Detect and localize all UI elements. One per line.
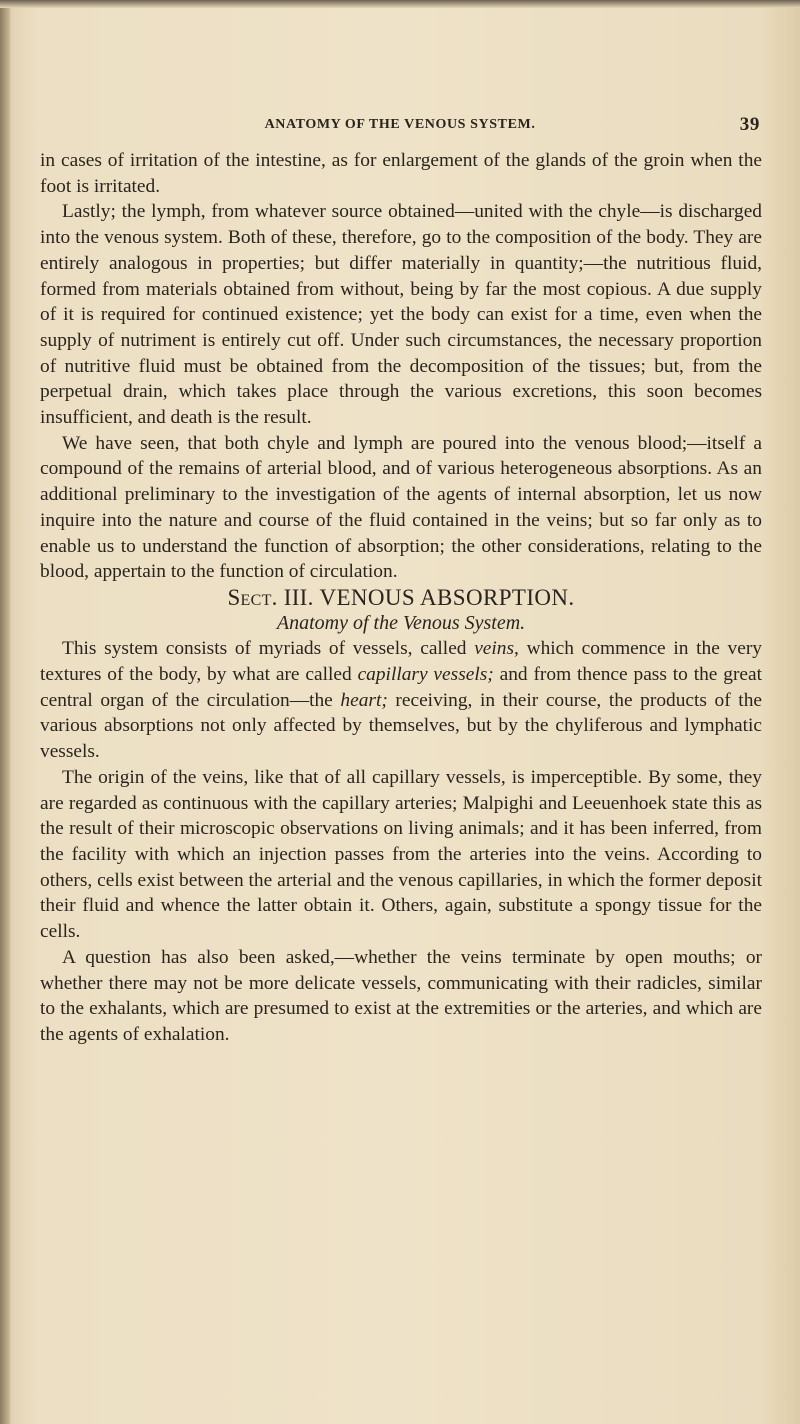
p4-text-c: and from thence pass to the great central organ of the circulation—the bbox=[40, 664, 763, 711]
page-number: 39 bbox=[739, 114, 760, 135]
paragraph-2: Lastly; the lymph, from whatever source obtained—united with the chyle—is discharged into the venous system. Both of these, therefore, go to the composition of the body. They are entirely analogous in properties; but differ materially in quantity;—the nutritious fluid, formed from materials obtained from without, being by far the most copious. A due supply of it is required for continued existence; yet the body can exist for a time, even when the supply of nutriment is entirely cut off. Under such circumstances, the necessary proportion of nutritive fluid must be obtained from the decomposition of the tissues; but, from the perpetual drain, which takes place through the various excretions, this soon becomes insufficient, and death is the result. bbox=[40, 201, 762, 429]
p4-text-d: receiving, in their course, the products of the various absorptions not only affected by themselves, but by the chyliferous and lymphatic vessels. bbox=[40, 689, 762, 763]
running-header bbox=[40, 114, 760, 135]
term-capillary-vessels: capillary vessels; bbox=[357, 664, 494, 686]
page-top-edge bbox=[0, 0, 800, 8]
p4-text-b: , which commence in the very textures of the body, by what are called bbox=[40, 638, 762, 686]
paragraph-3: We have seen, that both chyle and lymph are poured into the venous blood;—itself a compound of the remains of arterial blood, and of various heterogeneous absorptions. As an additional preliminary to the investigation of the agents of internal absorption, let us now inquire into the nature and course of the fluid contained in the veins; but so far only as to enable us to understand the function of absorption; the other considerations, relating to the blood, appertain to the function of circulation. bbox=[40, 432, 762, 583]
term-heart: heart; bbox=[340, 689, 388, 711]
running-title: ANATOMY OF THE VENOUS SYSTEM. bbox=[264, 117, 536, 132]
paragraph-4 bbox=[40, 636, 762, 765]
paragraph-1: in cases of irritation of the intestine, as for enlargement of the glands of the groin when the foot is irritated. bbox=[40, 150, 762, 197]
binding-shadow bbox=[0, 0, 10, 1424]
term-veins: veins bbox=[474, 638, 515, 660]
paragraph-6: A question has also been asked,—whether the veins terminate by open mouths; or whether there may not be more delicate vessels, communicating with their radicles, similar to the exhalants, which are presumed to exist at the extremities or the arteries, and which are the agents of exhalation. bbox=[40, 946, 762, 1045]
section-number: Sect. III. bbox=[227, 584, 314, 610]
paragraph-5: The origin of the veins, like that of all capillary vessels, is imperceptible. By some, they are regarded as continuous with the capillary arteries; Malpighi and Leeuenhoek state this as the result of their microscopic observations on living animals; and it has been inferred, from the facility with which an injection passes from the arteries into the veins. According to others, cells exist between the arterial and the venous capillaries, in which the former deposit their fluid and whence the latter obtain it. Others, again, substitute a spongy tissue for the cells. bbox=[40, 766, 762, 943]
section-heading bbox=[40, 585, 762, 611]
section-title: VENOUS ABSORPTION. bbox=[319, 584, 575, 610]
section-subtitle: Anatomy of the Venous System. bbox=[276, 611, 526, 634]
page-body bbox=[40, 148, 762, 1048]
p4-text-a: This system consists of myriads of vessels, called bbox=[62, 638, 475, 660]
